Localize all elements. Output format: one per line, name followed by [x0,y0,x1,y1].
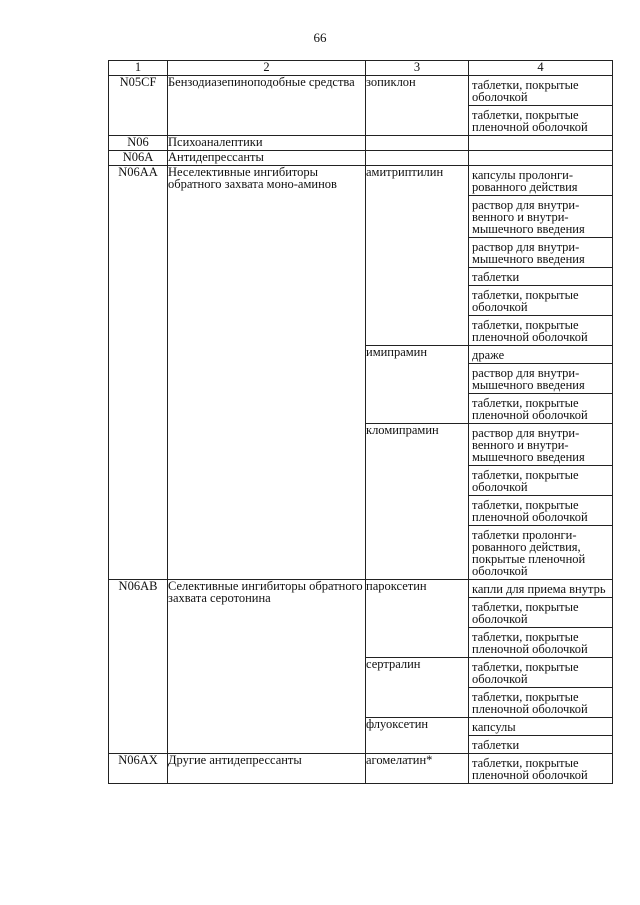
dosage-form: капсулы пролонги-рованного действия [472,168,578,194]
dosage-form: таблетки, покрытые оболочкой [472,660,579,686]
table-row [109,580,613,658]
dosage-form: капсулы [472,720,516,734]
dosage-form: раствор для внутри-мышечного введения [469,363,612,393]
dosage-form: раствор для внутри-венного и внутри-мышечного введения [469,195,612,237]
atc-code: N05CF [109,76,168,136]
group-name: Психоаналептики [168,136,366,151]
table-row [109,136,613,151]
substance-name: кломипрамин [366,424,469,580]
drug-table [108,60,613,784]
substance-name: флуоксетин [366,718,469,754]
dosage-form: таблетки пролонги-рованного действия, покрытые пленочной оболочкой [469,525,612,579]
group-name: Селективные ингибиторы обратного захвата серотонина [168,580,366,754]
substance-name: сертралин [366,658,469,718]
table-row [109,166,613,346]
table-row [109,76,613,136]
dosage-form: таблетки, покрытые оболочкой [469,465,612,495]
atc-code: N06AX [109,754,168,784]
header-row [109,61,613,76]
column-header-3: 3 [366,61,469,76]
table-body [109,76,613,784]
substance-name: агомелатин* [366,754,469,784]
group-name: Неселективные ингибиторы обратного захвата моно-аминов [168,166,366,580]
substance-name: зопиклон [366,76,469,136]
substance-name [366,136,469,151]
dosage-forms [469,166,613,346]
dosage-form: таблетки, покрытые пленочной оболочкой [469,627,612,657]
column-header-1: 1 [109,61,168,76]
column-header-2: 2 [168,61,366,76]
column-header-4: 4 [469,61,613,76]
page-number: 66 [313,30,327,45]
dosage-form: таблетки [469,267,612,285]
substance-name [366,151,469,166]
dosage-form: таблетки, покрытые оболочкой [469,285,612,315]
dosage-form: таблетки, покрытые пленочной оболочкой [469,687,612,717]
atc-code: N06A [109,151,168,166]
dosage-forms [469,424,613,580]
dosage-form: таблетки, покрытые пленочной оболочкой [469,105,612,135]
dosage-forms [469,76,613,136]
dosage-forms [469,136,613,151]
dosage-forms [469,346,613,424]
atc-code: N06AA [109,166,168,580]
table-row [109,151,613,166]
dosage-form: таблетки, покрытые пленочной оболочкой [469,315,612,345]
dosage-form: таблетки [469,735,612,753]
group-name: Антидепрессанты [168,151,366,166]
substance-name: амитриптилин [366,166,469,346]
dosage-form: раствор для внутри-мышечного введения [469,237,612,267]
dosage-form: таблетки, покрытые пленочной оболочкой [469,393,612,423]
dosage-form: капли для приема внутрь [472,582,606,596]
dosage-forms [469,151,613,166]
atc-code: N06 [109,136,168,151]
substance-name: пароксетин [366,580,469,658]
dosage-form: раствор для внутри-венного и внутри-мышечного введения [472,426,585,464]
substance-name: имипрамин [366,346,469,424]
dosage-forms [469,580,613,658]
atc-code: N06AB [109,580,168,754]
dosage-forms [469,754,613,784]
dosage-forms [469,718,613,754]
dosage-form: драже [472,348,505,362]
group-name: Другие антидепрессанты [168,754,366,784]
dosage-form: таблетки, покрытые оболочкой [469,597,612,627]
dosage-form: таблетки, покрытые пленочной оболочкой [472,756,588,782]
dosage-form: таблетки, покрытые оболочкой [472,78,579,104]
table-row [109,754,613,784]
dosage-forms [469,658,613,718]
group-name: Бензодиазепиноподобные средства [168,76,366,136]
dosage-form: таблетки, покрытые пленочной оболочкой [469,495,612,525]
